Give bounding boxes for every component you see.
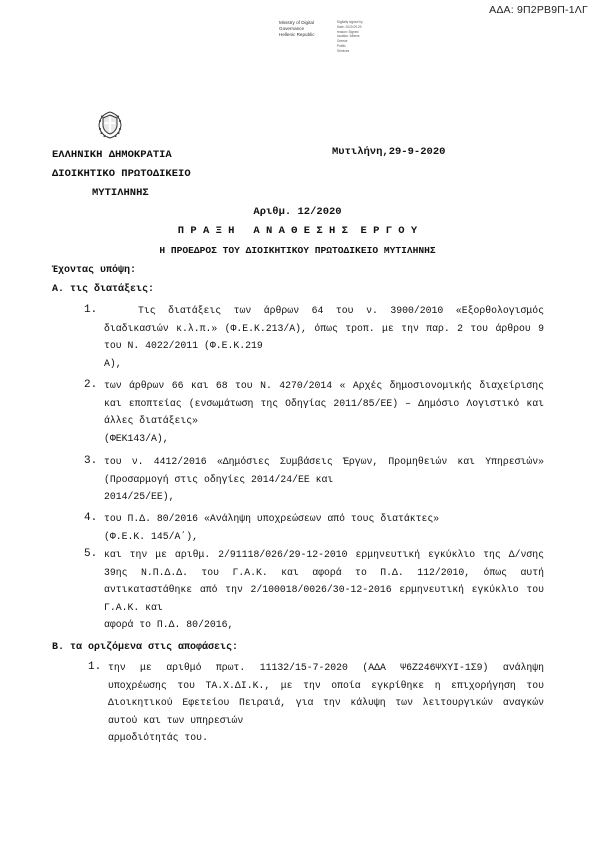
item-text: Τις διατάξεις των άρθρων 64 του ν. 3900/2010 «Εξορθολογισμός διαδικασιών κ.λ.π.» (Φ.Ε.Κ.213/Α), όπως τροπ. με την παρ. 2 του άρθρου 9 του Ν. 4022/2011 (Φ.Ε.Κ.219 (104, 305, 544, 351)
stamp-detail: Services (337, 48, 350, 53)
court-city: ΜΥΤΙΛΗΝΗΣ (92, 187, 149, 199)
court-name: ΔΙΟΙΚΗΤΙΚΟ ΠΡΩΤΟΔΙΚΕΙΟ (52, 168, 191, 180)
greek-emblem-icon (94, 109, 126, 141)
stamp-detail: location: Athens (337, 34, 360, 39)
stamp-detail: reason: Signed (337, 29, 359, 34)
item-text-end: 2014/25/ΕΕ), (104, 491, 175, 502)
republic-name: ΕΛΛΗΝΙΚΗ ΔΗΜΟΚΡΑΤΙΑ (52, 149, 172, 161)
item-number: 3. (84, 455, 98, 467)
item-text-end: Α), (104, 357, 122, 369)
stamp-issuer (279, 20, 335, 38)
stamp-line: Ministry of Digital (279, 20, 314, 25)
item-text-end: αρμοδιότητάς του. (108, 732, 208, 743)
provision-item (84, 510, 544, 545)
stamp-line: Hellenic Republic (279, 32, 315, 37)
document-date: Μυτιλήνη,29-9-2020 (332, 146, 446, 158)
item-number: 2. (84, 379, 98, 391)
item-number: 1. (84, 304, 98, 316)
item-text-end: (ΦΕΚ143/Α), (104, 432, 169, 444)
issuing-authority: Η ΠΡΟΕΔΡΟΣ ΤΟΥ ΔΙΟΙΚΗΤΙΚΟΥ ΠΡΩΤΟΔΙΚΕΙΟ ΜΥΤΙΛΗΝΗΣ (159, 245, 436, 256)
stamp-detail: Date: 2020.09.29 (337, 24, 362, 29)
item-text: και την με αριθμ. 2/91118/026/29-12-2010 ερμηνευτική εγκύκλιο της Δ/νσης 39ης Ν.Π.Δ.Δ. του Γ.Α.Κ. και αφορά το Π.Δ. 112/2010, όπως αυτή αντικαταστάθηκε από την 2/100018/0026/30-12-2016 ερμηνευτική εγκύκλιο του Γ.Α.Κ. και (104, 549, 544, 613)
item-text: του ν. 4412/2016 «Δημόσιες Συμβάσεις Έργων, Προμηθειών και Υπηρεσιών» (Προσαρμογή στις οδηγίες 2014/24/ΕΕ και (104, 456, 544, 485)
considering-heading: Έχοντας υπόψη: (52, 265, 137, 276)
stamp-detail: Digitally signed by (337, 20, 363, 24)
issuer-block (52, 146, 191, 203)
item-text: των άρθρων 66 και 68 του Ν. 4270/2014 « Αρχές δημοσιονομικής διαχείρισης και εποπτείας (ενσωμάτωση της Οδηγίας 2011/85/ΕΕ) – Δημόσιο Λογιστικό και άλλες διατάξεις» (104, 380, 544, 426)
provision-item (84, 377, 544, 447)
stamp-details (337, 20, 397, 54)
provision-item (84, 546, 544, 634)
section-a-heading: Α. τις διατάξεις: (52, 284, 155, 295)
item-number: 5. (84, 548, 98, 560)
provision-item (84, 453, 544, 506)
item-text-end: (Φ.Ε.Κ. 145/Α΄), (104, 530, 199, 542)
ada-code: ΑΔΑ: 9Π2ΡΒ9Π-1ΛΓ (489, 4, 588, 16)
item-text: του Π.Δ. 80/2016 «Ανάληψη υποχρεώσεων από τους διατάκτες» (104, 513, 440, 524)
stamp-detail: Greece (337, 39, 348, 44)
item-number: 4. (84, 512, 98, 524)
document-number: Αριθμ. 12/2020 (253, 206, 342, 218)
section-b-heading: Β. τα οριζόμενα στις αποφάσεις: (52, 642, 239, 653)
decision-item (88, 659, 544, 747)
item-number: 1. (88, 661, 102, 673)
provision-item (84, 302, 544, 372)
stamp-line: Governance (279, 26, 305, 31)
item-text: την με αριθμό πρωτ. 11132/15-7-2020 (ΑΔΑ Ψ6Ζ246ΨΧΥΙ-1Σ9) ανάληψη υποχρέωσης του ΤΑ.Χ.ΔΙ.Κ., με την οποία εγκρίθηκε η επιχορήγηση του Διοικητικού Εφετείου Πειραιά, για την κάλυψη των λειτουργικών αναγκών αυτού και των υπηρεσιών (108, 662, 544, 726)
item-text-end: αφορά το Π.Δ. 80/2016, (104, 619, 234, 630)
stamp-detail: Public (337, 43, 346, 48)
document-title: Π Ρ Α Ξ Η Α Ν Α Θ Ε Σ Η Σ Ε Ρ Γ Ο Υ (177, 225, 418, 237)
